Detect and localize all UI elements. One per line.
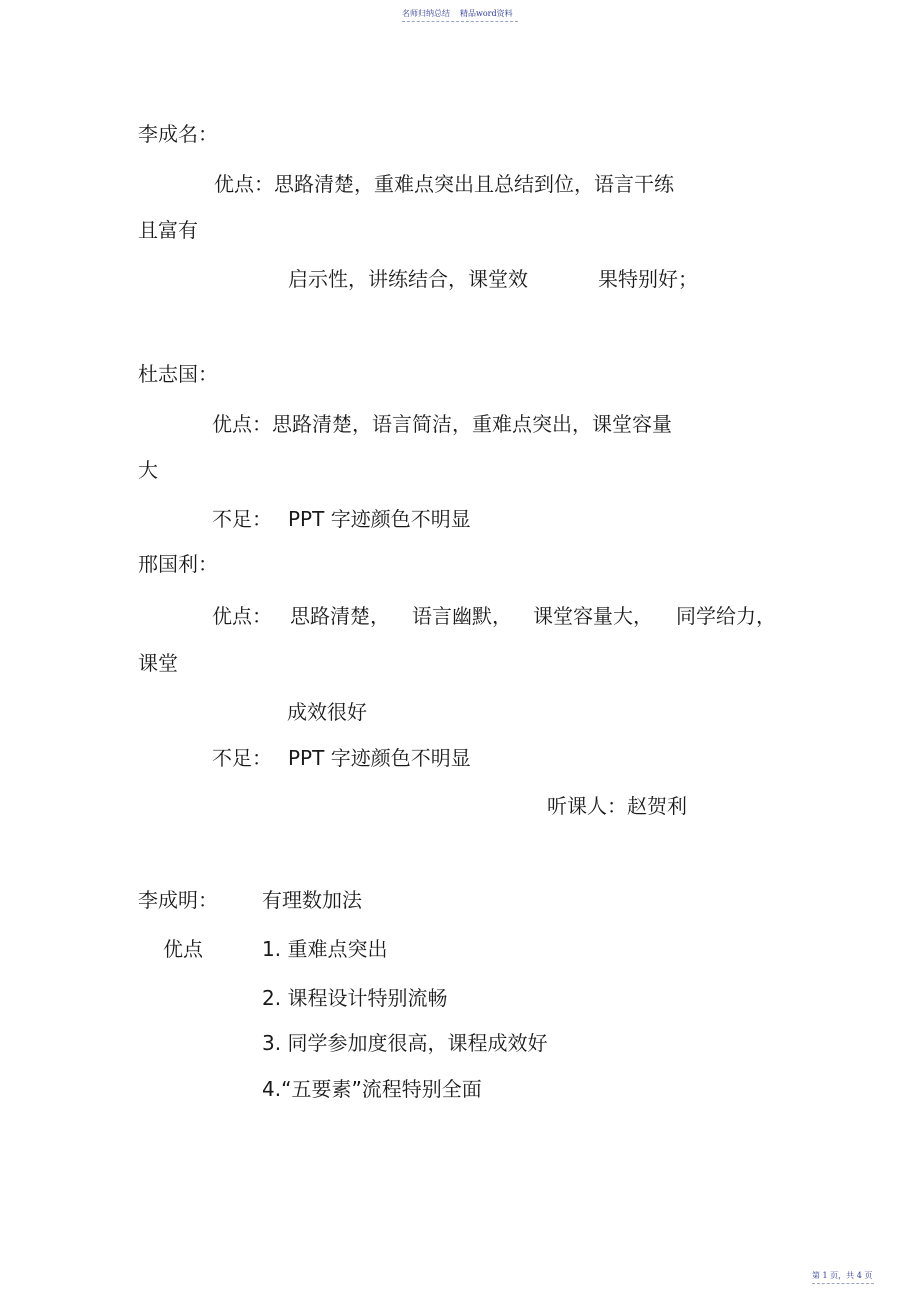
cons-label: 不足：	[212, 746, 272, 770]
header-right: 精品word资料	[460, 9, 513, 18]
pros-line: 优点：思路清楚，重难点突出且总结到位，语言干练	[214, 172, 674, 196]
pros-label: 优点	[163, 937, 203, 961]
pros-line: 启示性，讲练结合，课堂效	[288, 267, 528, 291]
reviewee-name-xing-guoli: 邢国利：	[138, 552, 218, 576]
reviewee-name-li-chengming: 李成名：	[138, 122, 218, 146]
lesson-topic: 有理数加法	[262, 888, 362, 912]
page-number: 第 1 页，共 4 页	[812, 1271, 873, 1280]
pros-line: 大	[138, 458, 158, 482]
pros-line: 且富有	[138, 218, 198, 242]
cons-text: PPT 字迹颜色不明显	[288, 507, 471, 531]
listener-signature: 听课人：赵贺利	[547, 794, 687, 818]
pros-line: 成效很好	[287, 700, 367, 724]
pros-item: 语言幽默，	[412, 604, 512, 628]
header-left: 名师归纳总结	[402, 9, 450, 18]
pros-item: 思路清楚，	[290, 604, 390, 628]
list-item: 1. 重难点突出	[262, 937, 388, 961]
list-item: 2. 课程设计特别流畅	[262, 986, 448, 1010]
reviewee-name-du-zhiguo: 杜志国：	[138, 362, 218, 386]
reviewee-name-li-chengming-2: 李成明：	[138, 888, 218, 912]
pros-item: 同学给力，	[676, 604, 776, 628]
pros-label: 优点：	[212, 604, 272, 628]
pros-line: 课堂	[138, 651, 178, 675]
header-divider	[402, 21, 518, 22]
pros-line: 优点：思路清楚，语言简洁，重难点突出，课堂容量	[212, 412, 672, 436]
cons-text: PPT 字迹颜色不明显	[288, 746, 471, 770]
footer-divider	[812, 1283, 874, 1284]
pros-line: 果特别好；	[598, 267, 698, 291]
cons-label: 不足：	[212, 507, 272, 531]
list-item: 3. 同学参加度很高，课程成效好	[262, 1031, 548, 1055]
list-item: 4.“五要素”流程特别全面	[262, 1077, 482, 1101]
pros-item: 课堂容量大，	[533, 604, 653, 628]
